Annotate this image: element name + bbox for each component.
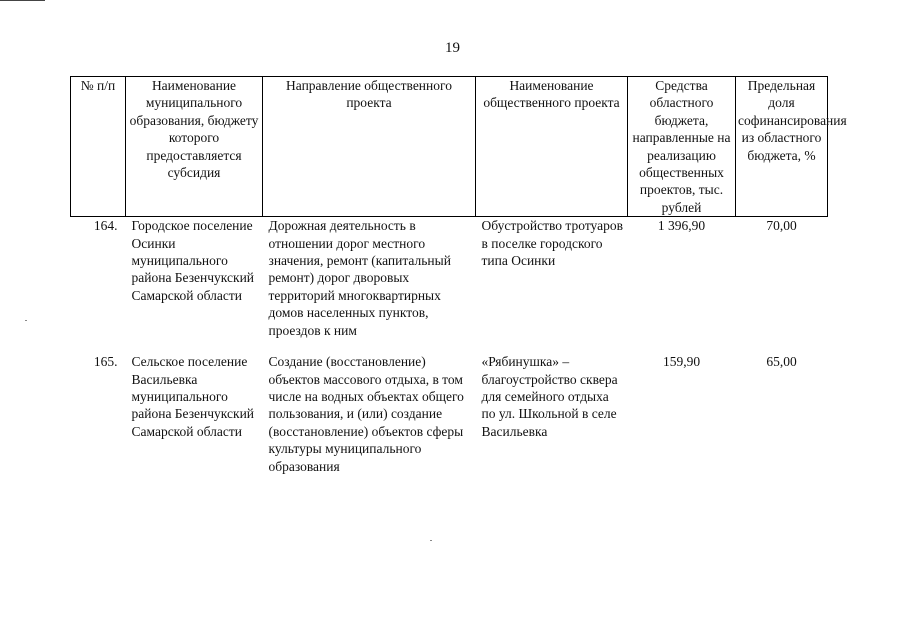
header-number: № п/п bbox=[71, 77, 126, 217]
header-amount: Средства областного бюджета, направленные на реализацию общественных проектов, тыс. рублей bbox=[628, 77, 736, 217]
row-number: 164. bbox=[93, 218, 118, 234]
budget-amount: 159,90 bbox=[662, 354, 701, 370]
project-direction: Создание (восстановление) объектов массового отдыха, в том числе на водных объектах общего пользования, и (или) создание (восстановление) объектов сферы культуры муниципального образования bbox=[268, 354, 464, 474]
municipality-name: Сельское поселение Васильевка муниципального района Безенчукский Самарской области bbox=[131, 354, 255, 439]
page-number: 19 bbox=[445, 40, 460, 56]
scan-edge-line bbox=[0, 0, 45, 1]
header-municipality: Наименование муниципального образования, бюджету которого предоставляется субсидия bbox=[126, 77, 263, 217]
header-project: Наименование общественного проекта bbox=[476, 77, 628, 217]
budget-amount: 1 396,90 bbox=[657, 218, 706, 234]
scan-speck bbox=[430, 540, 432, 541]
cofinancing-share: 70,00 bbox=[766, 218, 797, 234]
table-row bbox=[71, 353, 828, 483]
project-direction: Дорожная деятельность в отношении дорог местного значения, ремонт (капитальный ремонт) дорог дворовых территорий многоквартирных домов населенных пунктов, проездов к ним bbox=[268, 218, 451, 338]
subsidy-table bbox=[70, 76, 847, 483]
header-share: Предельная доля софинансирования из областного бюджета, % bbox=[736, 77, 828, 217]
project-name: «Рябинушка» – благоустройство сквера для семейного отдыха по ул. Школьной в селе Васильевка bbox=[481, 354, 618, 439]
table-header-row bbox=[71, 77, 828, 217]
row-number: 165. bbox=[93, 354, 118, 370]
table-row bbox=[71, 217, 828, 354]
municipality-name: Городское поселение Осинки муниципального района Безенчукский Самарской области bbox=[131, 218, 255, 303]
project-name: Обустройство тротуаров в поселке городского типа Осинки bbox=[481, 218, 623, 269]
scan-speck bbox=[25, 320, 27, 321]
cofinancing-share: 65,00 bbox=[766, 354, 797, 370]
header-direction: Направление общественного проекта bbox=[263, 77, 476, 217]
